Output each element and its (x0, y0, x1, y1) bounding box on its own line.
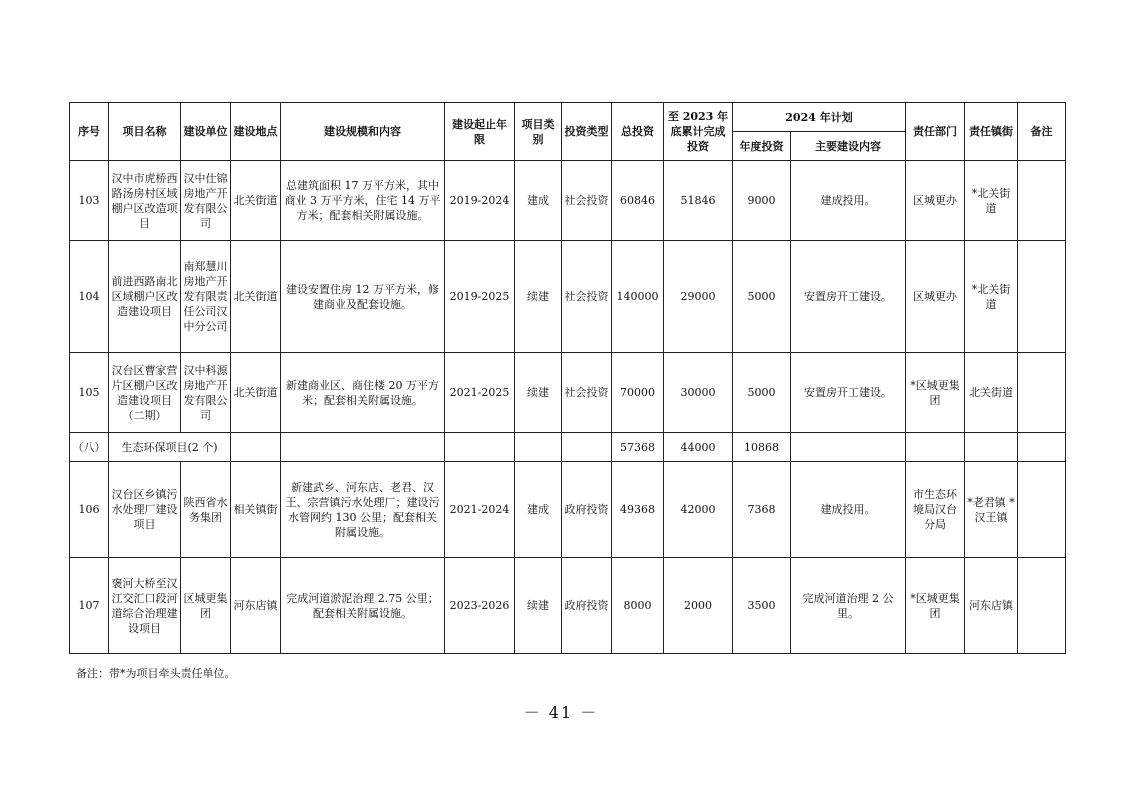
header-invest-type: 投资类型 (562, 103, 612, 161)
header-remark: 备注 (1018, 103, 1066, 161)
section-row: （八） 生态环保项目(2 个) 57368 44000 10868 (70, 433, 1066, 462)
header-location: 建设地点 (231, 103, 281, 161)
header-period: 建设起止年限 (445, 103, 515, 161)
table-row: 103 汉中市虎桥西路汤房村区域棚户区改造项目 汉中仕锦房地产开发有限公司 北关街道 总建筑面积 17 万平方米，其中商业 3 万平方米，住宅 14 万平方米；配套相关附属设施。 2019-2024 建成 社会投资 60846 51846 9000 建成投用。 区城更办 *北关街道 (70, 161, 1066, 241)
header-dept: 责任部门 (906, 103, 965, 161)
header-cumulative: 至 2023 年底累计完成投资 (664, 103, 733, 161)
page-number: － 41 － (523, 703, 599, 722)
header-main-content: 主要建设内容 (791, 132, 906, 161)
table-footnote: 备注：带*为项目牵头责任单位。 (76, 667, 236, 680)
header-total: 总投资 (612, 103, 664, 161)
header-annual: 年度投资 (733, 132, 791, 161)
header-category: 项目类别 (515, 103, 562, 161)
header-seq: 序号 (70, 103, 109, 161)
table-row: 107 褒河大桥至汉江交汇口段河道综合治理建设项目 区城更集团 河东店镇 完成河道淤泥治理 2.75 公里；配套相关附属设施。 2023-2026 续建 政府投资 8000 2000 3500 完成河道治理 2 公里。 *区城更集团 河东店镇 (70, 558, 1066, 654)
section-title: 生态环保项目(2 个) (109, 433, 231, 462)
header-street: 责任镇街 (965, 103, 1018, 161)
project-plan-table (69, 102, 1066, 654)
table-row: 104 前进西路南北区域棚户区改造建设项目 南郑慧川房地产开发有限责任公司汉中分公司 北关街道 建设安置住房 12 万平方米，修建商业及配套设施。 2019-2025 续建 社会投资 140000 29000 5000 安置房开工建设。 区城更办 *北关街道 (70, 241, 1066, 353)
table-row: 105 汉台区曹家营片区棚户区改造建设项目（二期） 汉中科源房地产开发有限公司 北关街道 新建商业区、商住楼 20 万平方米；配套相关附属设施。 2021-2025 续建 社会投资 70000 30000 5000 安置房开工建设。 *区城更集团 北关街道 (70, 353, 1066, 433)
header-unit: 建设单位 (181, 103, 231, 161)
table-row: 106 汉台区乡镇污水处理厂建设项目 陕西省水务集团 相关镇街 新建武乡、河东店、老君、汉王、宗营镇污水处理厂；建设污水管网约 130 公里；配套相关附属设施。 2021-2024 建成 政府投资 49368 42000 7368 建成投用。 市生态环境局汉台分局 *老君镇 *汉王镇 (70, 462, 1066, 558)
header-scale: 建设规模和内容 (281, 103, 445, 161)
header-name: 项目名称 (109, 103, 181, 161)
header-plan-2024: 2024 年计划 (733, 103, 906, 132)
